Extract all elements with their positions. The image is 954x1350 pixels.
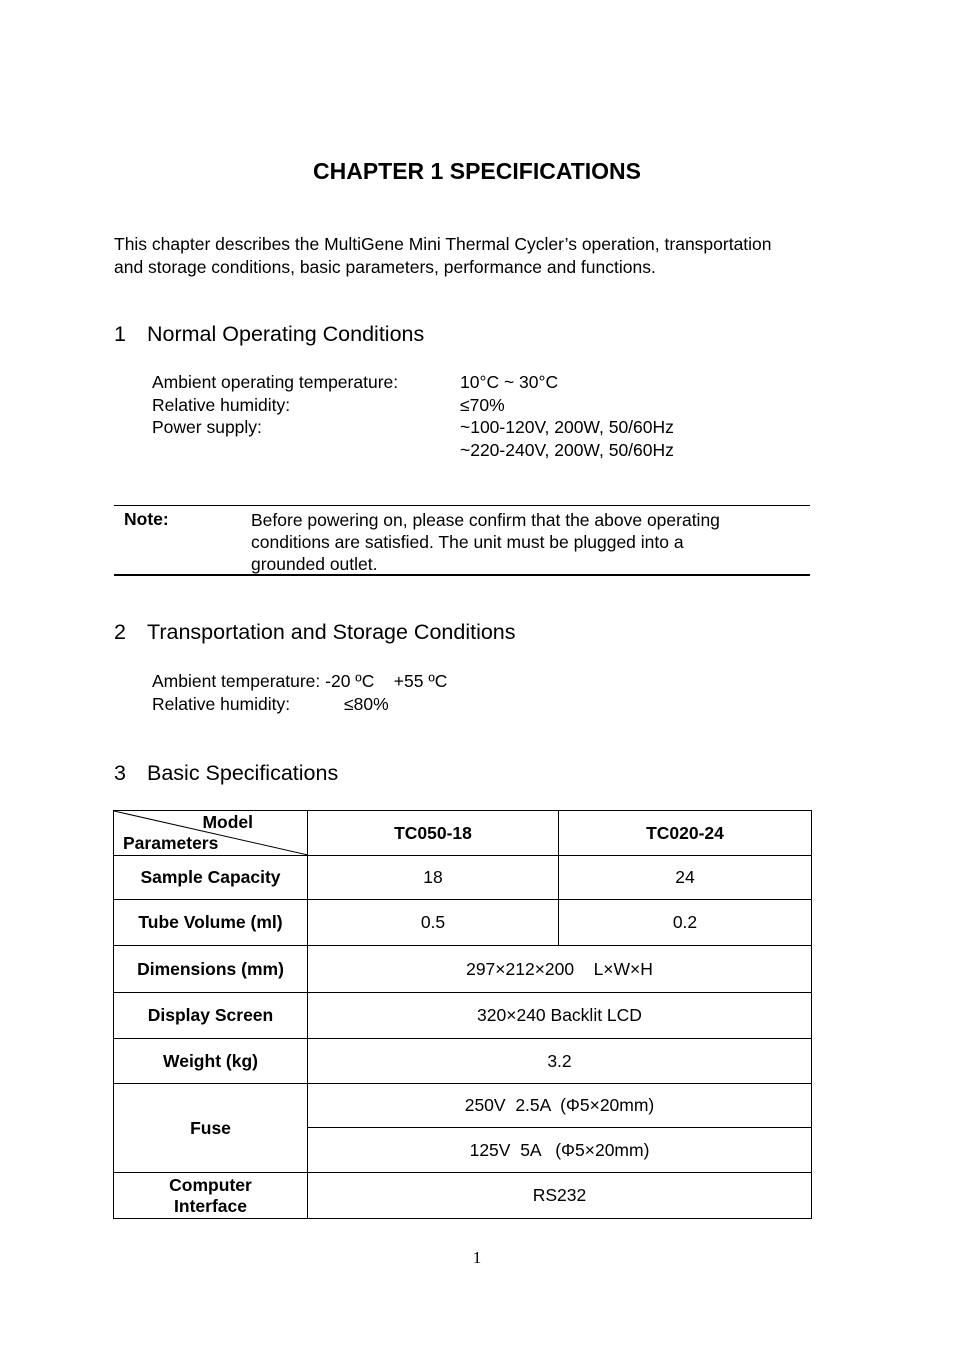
intro-paragraph	[114, 233, 854, 278]
cell-value: 125V 5A (Φ5×20mm)	[308, 1128, 812, 1173]
condition-row	[152, 670, 447, 693]
page-title: CHAPTER 1 SPECIFICATIONS	[313, 158, 641, 184]
corner-cell	[114, 811, 308, 856]
condition-label: Relative humidity:	[152, 693, 291, 714]
parameters-label: Parameters	[123, 833, 219, 853]
condition-value: -20 ºC +55 ºC	[325, 671, 448, 691]
table-row	[114, 1173, 812, 1219]
model-header: TC050-18	[308, 811, 559, 856]
note-line: grounded outlet.	[251, 554, 378, 574]
intro-line: and storage conditions, basic parameters, performance and functions.	[114, 256, 656, 277]
row-label: Tube Volume (ml)	[114, 900, 308, 946]
condition-label	[152, 439, 460, 462]
table-row	[114, 1084, 812, 1128]
table-row	[114, 1039, 812, 1084]
note-line: conditions are satisfied. The unit must be plugged into a	[251, 532, 684, 552]
condition-label: Power supply:	[152, 417, 262, 437]
cell-value: 320×240 Backlit LCD	[308, 993, 812, 1039]
row-label-line: Computer	[169, 1174, 252, 1195]
row-label: Display Screen	[114, 993, 308, 1039]
condition-value: ~100-120V, 200W, 50/60Hz	[460, 417, 674, 437]
cell-value: 0.2	[559, 900, 812, 946]
storage-conditions	[152, 670, 447, 715]
section-title: Basic Specifications	[147, 761, 339, 785]
condition-row	[152, 371, 674, 394]
operating-conditions	[152, 371, 674, 461]
section-3-heading	[114, 761, 338, 786]
cell-value: 250V 2.5A (Φ5×20mm)	[308, 1084, 812, 1128]
cell-value: 297×212×200 L×W×H	[308, 946, 812, 993]
cell-value: 24	[559, 856, 812, 900]
condition-label: Ambient temperature:	[152, 671, 321, 691]
table-row	[114, 856, 812, 900]
row-label-line: Interface	[174, 1195, 247, 1216]
cell-value: 3.2	[308, 1039, 812, 1084]
table-row	[114, 946, 812, 993]
diagonal-header	[114, 811, 307, 855]
cell-value: 18	[308, 856, 559, 900]
table-row	[114, 900, 812, 946]
condition-row	[152, 439, 674, 462]
specifications-table	[113, 810, 812, 1219]
row-label	[114, 1173, 308, 1219]
note-box	[114, 505, 810, 576]
section-title: Normal Operating Conditions	[147, 322, 425, 346]
row-label: Sample Capacity	[114, 856, 308, 900]
condition-label: Relative humidity:	[152, 394, 291, 415]
condition-row	[152, 693, 447, 716]
section-number: 2	[114, 620, 126, 644]
model-label: Model	[202, 812, 253, 832]
model-header: TC020-24	[559, 811, 812, 856]
section-title: Transportation and Storage Conditions	[147, 620, 516, 644]
cell-value: RS232	[308, 1173, 812, 1219]
condition-value: ~220-240V, 200W, 50/60Hz	[460, 439, 674, 460]
note-text	[251, 509, 796, 575]
condition-row	[152, 416, 674, 439]
row-label: Weight (kg)	[114, 1039, 308, 1084]
condition-label: Ambient operating temperature:	[152, 372, 399, 392]
row-label: Fuse	[114, 1084, 308, 1173]
section-1-heading	[114, 322, 424, 347]
table-header-row	[114, 811, 812, 856]
section-number: 1	[114, 322, 126, 346]
section-number: 3	[114, 761, 126, 785]
page-number: 1	[472, 1248, 482, 1267]
condition-value: ≤70%	[460, 394, 505, 415]
note-line: Before powering on, please confirm that the above operating	[251, 510, 720, 530]
condition-row	[152, 394, 674, 417]
table-row	[114, 993, 812, 1039]
intro-line: This chapter describes the MultiGene Mini Thermal Cycler’s operation, transportation	[114, 234, 772, 254]
row-label: Dimensions (mm)	[114, 946, 308, 993]
condition-value: ≤80%	[344, 693, 389, 714]
condition-value: 10°C ~ 30°C	[460, 372, 559, 392]
note-label: Note:	[124, 509, 169, 529]
section-2-heading	[114, 620, 516, 645]
cell-value: 0.5	[308, 900, 559, 946]
